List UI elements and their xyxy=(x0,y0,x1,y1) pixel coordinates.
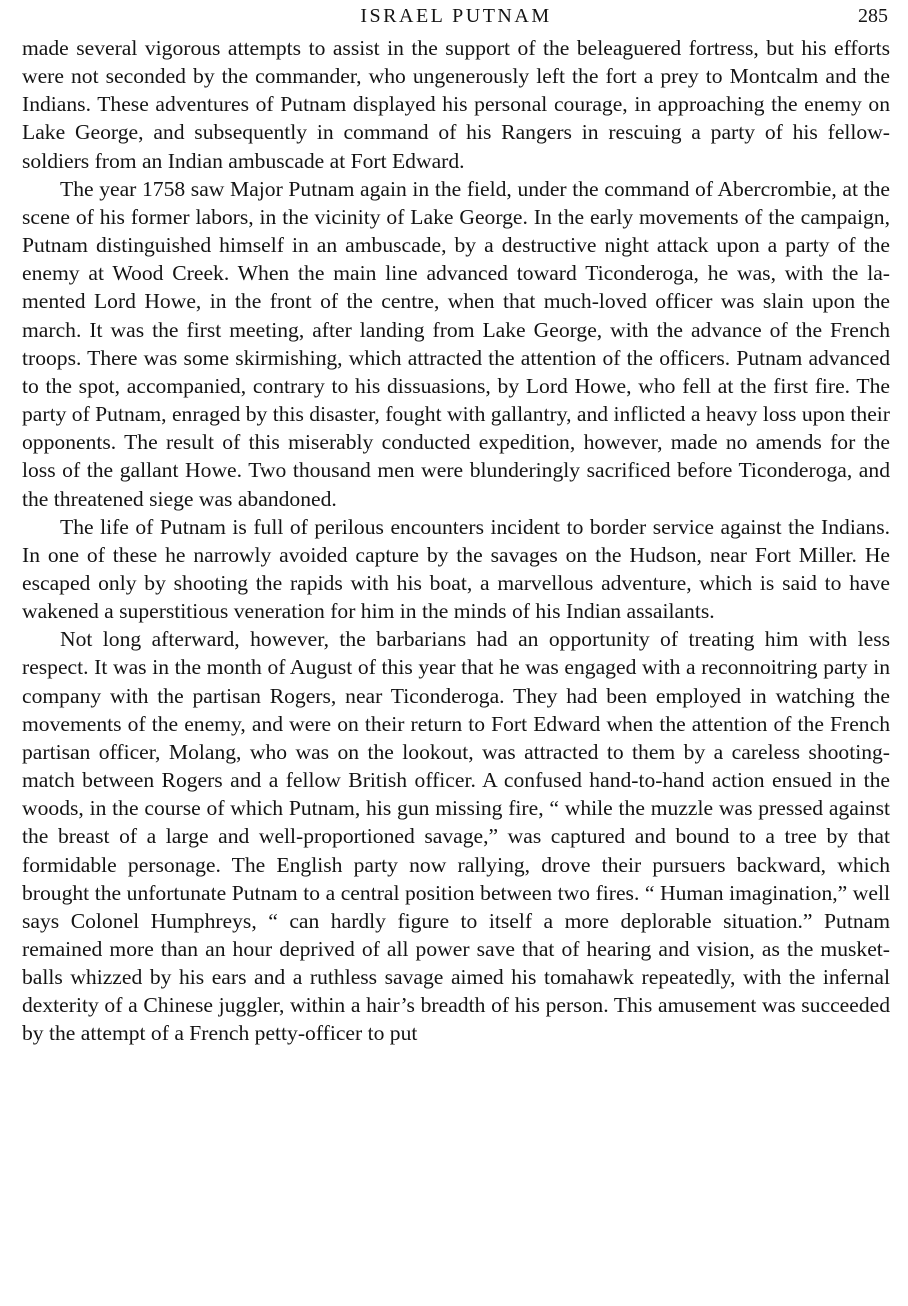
paragraph-1: made several vigorous attempts to assist in the support of the beleaguered fortress, but his efforts were not seconded by the commander, who ungenerously left the fort a prey to Montcalm and the Indians. These adventures of Putnam displayed his personal courage, in approaching the enemy on Lake George, and subsequently in command of his Rangers in rescuing a party of his fellow-soldiers from an Indian ambuscade at Fort Edward. xyxy=(22,36,890,173)
running-head xyxy=(22,0,890,34)
body-text xyxy=(22,34,890,1048)
page-number: 285 xyxy=(858,5,888,27)
book-page xyxy=(22,0,890,1048)
paragraph-4: Not long afterward, however, the barbarians had an opportunity of treating him with less respect. It was in the month of August of this year that he was engaged with a reconnoitring party in company with the partisan Rogers, near Ticonderoga. They had been employed in watching the movements of the enemy, and were on their return to Fort Edward when the attention of the French partisan officer, Molang, who was on the lookout, was attracted to them by a careless shooting-match between Rogers and a fellow British officer. A confused hand-to-hand action ensued in the woods, in the course of which Putnam, his gun missing fire, “ while the muzzle was pressed against the breast of a large and well-proportioned savage,” was captured and bound to a tree by that formidable personage. The English party now rallying, drove their pursuers backward, which brought the unfortunate Putnam to a central position between two fires. “ Human imagination,” well says Colonel Humphreys, “ can hardly figure to itself a more deplorable situation.” Putnam remained more than an hour deprived of all power save that of hearing and vision, as the musket-balls whizzed by his ears and a ruthless savage aimed his tomahawk repeatedly, with the infernal dexterity of a Chinese juggler, within a hair’s breadth of his person. This amusement was succeeded by the attempt of a French petty-officer to put xyxy=(22,627,890,1046)
paragraph-3: The life of Putnam is full of perilous encounters incident to border service against the Indians. In one of these he narrowly avoided capture by the savages on the Hudson, near Fort Miller. He escaped only by shooting the rapids with his boat, a marvellous adventure, which is said to have wakened a superstitious veneration for him in the minds of his Indian assailants. xyxy=(22,514,890,624)
paragraph-2: The year 1758 saw Major Putnam again in the field, under the command of Abercrombie, at the scene of his former labors, in the vicinity of Lake George. In the early movements of the campaign, Putnam distinguished himself in an ambuscade, by a destructive night attack upon a party of the enemy at Wood Creek. When the main line advanced toward Ticonderoga, he was, with the lamented Lord Howe, in the front of the centre, when that much-loved officer was slain upon the march. It was the first meeting, after landing from Lake George, with the advance of the French troops. There was some skirmishing, which attracted the attention of the officers. Putnam advanced to the spot, accompanied, contrary to his dissuasions, by Lord Howe, who fell at the first fire. The party of Putnam, enraged by this disaster, fought with gallantry, and inflicted a heavy loss upon their opponents. The result of this miserably conducted expedition, however, made no amends for the loss of the gallant Howe. Two thousand men were blunderingly sacrificed before Ticonderoga, and the threatened siege was abandoned. xyxy=(22,176,890,511)
running-title: ISRAEL PUTNAM xyxy=(360,5,552,27)
